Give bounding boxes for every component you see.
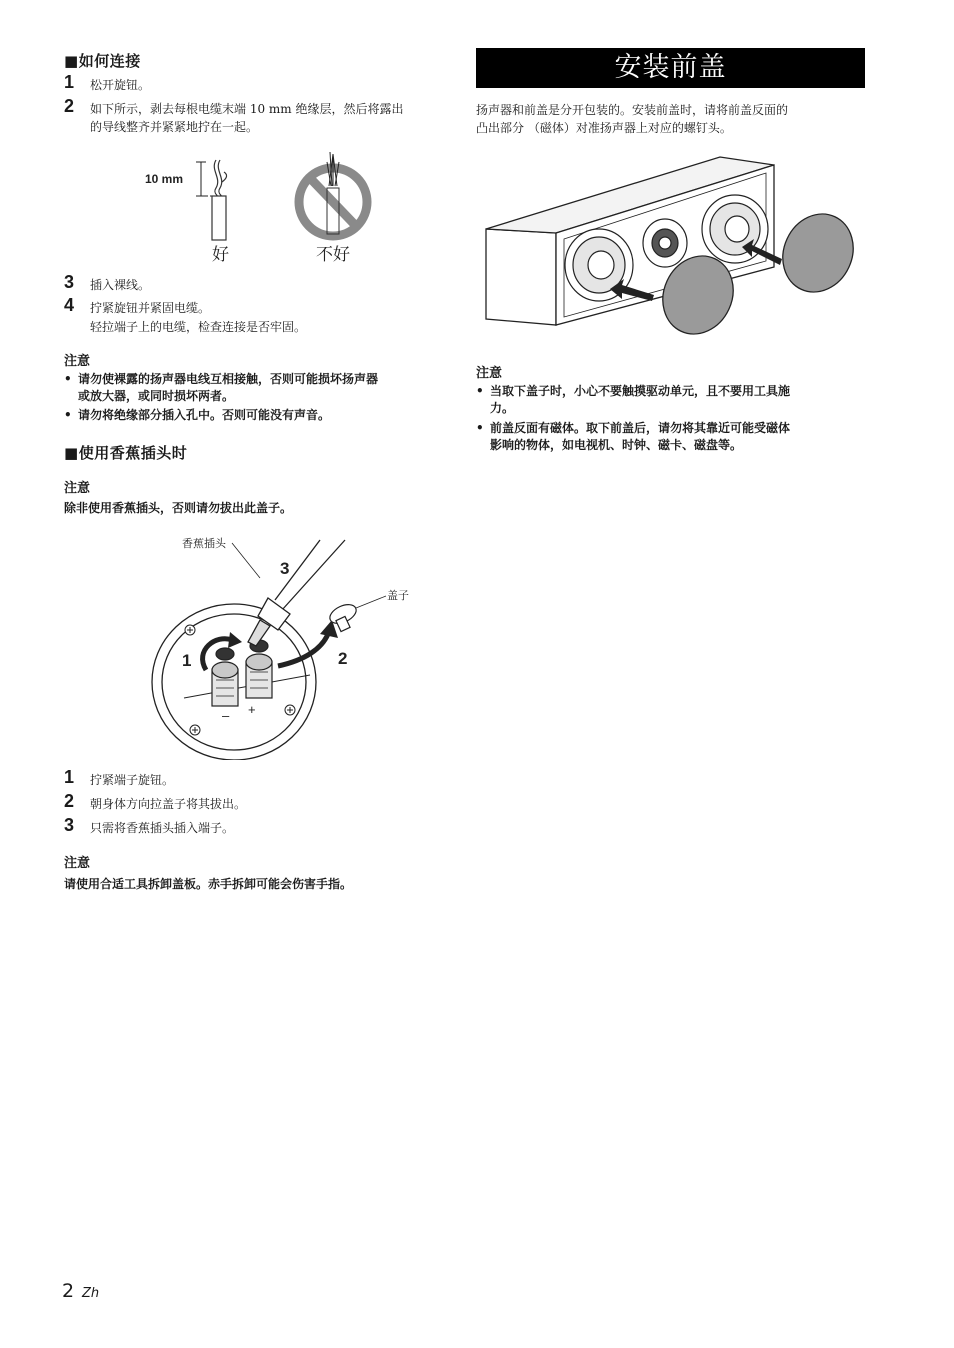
callout-3: 3 <box>280 559 290 578</box>
connect-step-3: 3 插入裸线。 <box>64 272 151 292</box>
bad-label: 不好 <box>316 245 350 264</box>
minus-sign: – <box>222 708 230 723</box>
note2-text: 除非使用香蕉插头，否则请勿拔出此盖子。 <box>64 501 293 515</box>
language-code: Zh <box>82 1286 100 1301</box>
banana-plug-label: 香蕉插头 <box>182 538 226 550</box>
wire-strip-figure <box>130 150 390 270</box>
good-label: 好 <box>212 245 229 264</box>
banana-step-1: 1 拧紧端子旋钮。 <box>64 767 175 787</box>
callout-1: 1 <box>182 651 192 670</box>
connect-step-1: 1 松开旋钮。 <box>64 72 151 92</box>
note-heading-3: 注意 <box>64 856 91 871</box>
banana-plug-figure <box>150 530 430 760</box>
connect-step-4: 4 拧紧旋钮并紧固电缆。 轻拉端子上的电缆，检查连接是否牢固。 <box>64 295 307 334</box>
callout-2: 2 <box>338 649 348 668</box>
note-heading-2: 注意 <box>64 481 91 496</box>
dimension-label: 10 mm <box>145 172 184 186</box>
page-title: 安装前盖 <box>476 48 865 88</box>
cap-label: 盖子 <box>387 590 409 602</box>
banana-step-3: 3 只需将香蕉插头插入端子。 <box>64 815 235 835</box>
plus-sign: + <box>248 702 256 717</box>
connect-step-2: 2 如下所示，剥去每根电缆末端 10 mm 绝缘层，然后将露出 的导线整齐并紧紧地拧在一起。 <box>64 96 404 134</box>
section-heading-banana: ■使用香蕉插头时 <box>64 444 188 462</box>
note1-item-2: • 请勿将绝缘部分插入孔中。否则可能没有声音。 <box>64 408 331 422</box>
tweeter-icon <box>643 219 687 267</box>
note3-text: 请使用合适工具拆卸盖板。赤手拆卸可能会伤害手指。 <box>64 877 353 891</box>
page-number: 2 <box>62 1280 75 1302</box>
banana-step-2: 2 朝身体方向拉盖子将其拔出。 <box>64 791 247 811</box>
note-heading-right: 注意 <box>476 366 503 381</box>
good-wire-icon <box>212 160 227 240</box>
right-note-item-1: • 当取下盖子时，小心不要触摸驱动单元，且不要用工具施 力。 <box>476 384 791 415</box>
intro-text: 扬声器和前盖是分开包装的。安装前盖时，请将前盖反面的 凸出部分 （磁体）对准扬声器上对应的螺钉头。 <box>476 103 789 135</box>
section-heading-connect: ■如何连接 <box>64 52 141 70</box>
bad-wire-icon <box>299 152 367 236</box>
dimension-bracket <box>196 162 214 196</box>
note-heading-1: 注意 <box>64 354 91 369</box>
speaker-grille-figure <box>484 155 864 340</box>
right-note-item-2: • 前盖反面有磁体。取下前盖后，请勿将其靠近可能受磁体 影响的物体，如电视机、时钟、磁卡、磁盘等。 <box>476 421 791 452</box>
note1-item-1: • 请勿使裸露的扬声器电线互相接触，否则可能损坏扬声器 或放大器，或同时损坏两者。 <box>64 372 379 403</box>
